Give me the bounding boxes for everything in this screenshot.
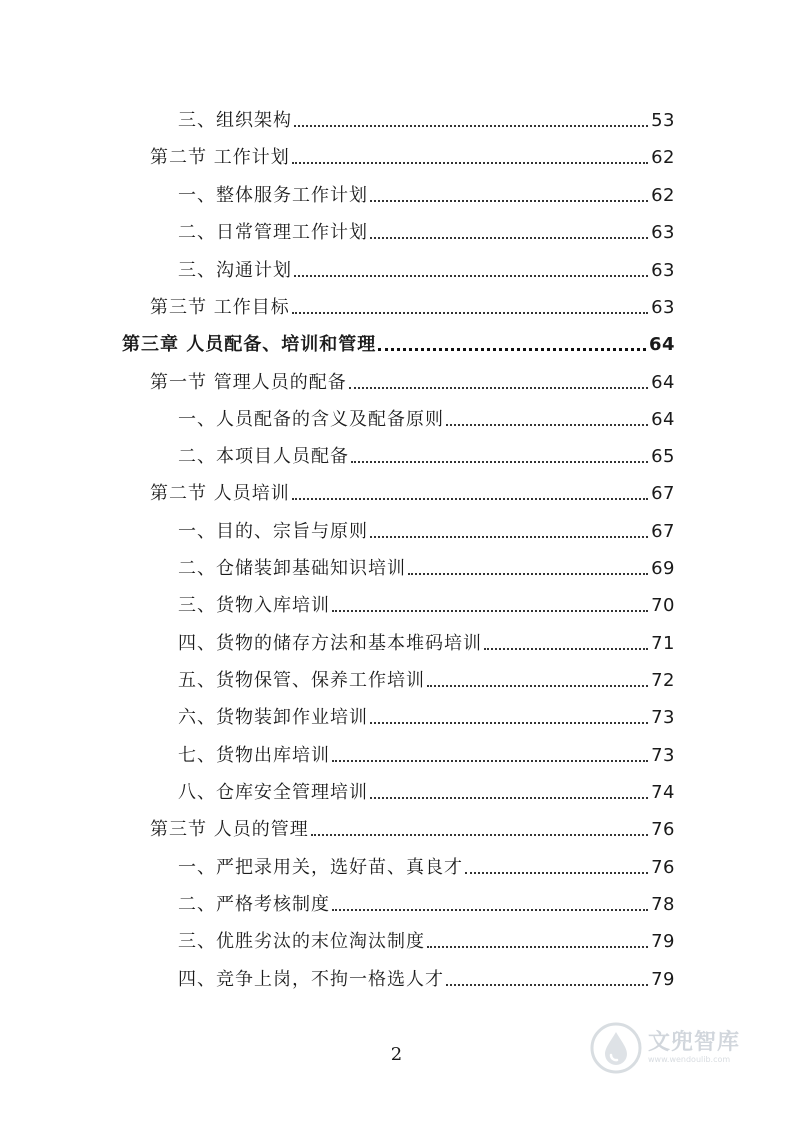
- toc-entry-page: 74: [651, 782, 675, 803]
- toc-leader-dots: [370, 237, 648, 239]
- toc-leader-dots: [370, 200, 648, 202]
- toc-leader-dots: [351, 461, 648, 463]
- toc-entry-title: 二、本项目人员配备: [178, 446, 349, 467]
- toc-entry-title: 三、货物入库培训: [178, 595, 330, 616]
- toc-entry-title: 第三节 工作目标: [150, 297, 290, 318]
- toc-entry-title: 一、整体服务工作计划: [178, 185, 368, 206]
- toc-leader-dots: [332, 909, 648, 911]
- toc-leader-dots: [349, 387, 648, 389]
- toc-chapter-entry[interactable]: [122, 330, 675, 356]
- toc-leader-dots: [294, 125, 648, 127]
- toc-entry-title: 六、货物装卸作业培训: [178, 707, 368, 728]
- toc-entry-page: 65: [651, 446, 675, 467]
- toc-entry-page: 62: [651, 185, 675, 206]
- toc-entry[interactable]: [150, 143, 675, 169]
- toc-entry-title: 第二节 人员培训: [150, 483, 290, 504]
- toc-entry-title: 八、仓库安全管理培训: [178, 782, 368, 803]
- toc-entry[interactable]: [178, 703, 675, 729]
- toc-entry-page: 79: [651, 969, 675, 990]
- toc-entry-page: 69: [651, 558, 675, 579]
- toc-entry[interactable]: [178, 517, 675, 543]
- toc-entry-page: 79: [651, 931, 675, 952]
- toc-entry-title: 七、货物出库培训: [178, 745, 330, 766]
- toc-entry-title: 二、仓储装卸基础知识培训: [178, 558, 406, 579]
- toc-entry-page: 73: [651, 707, 675, 728]
- toc-entry[interactable]: [178, 890, 675, 916]
- toc-entry-page: 71: [651, 633, 675, 654]
- toc-leader-dots: [292, 498, 648, 500]
- toc-entry-title: 一、目的、宗旨与原则: [178, 521, 368, 542]
- toc-entry[interactable]: [150, 368, 675, 394]
- droplet-logo-icon: [590, 1022, 642, 1074]
- toc-entry-title: 第三节 人员的管理: [150, 819, 309, 840]
- toc-leader-dots: [292, 162, 648, 164]
- toc-leader-dots: [311, 834, 648, 836]
- toc-entry-title: 四、竞争上岗，不拘一格选人才: [178, 969, 444, 990]
- toc-entry-title: 二、严格考核制度: [178, 894, 330, 915]
- toc-entry[interactable]: [178, 442, 675, 468]
- toc-entry-title: 一、严把录用关，选好苗、真良才: [178, 857, 463, 878]
- toc-leader-dots: [408, 573, 648, 575]
- toc-entry-page: 67: [651, 521, 675, 542]
- toc-leader-dots: [292, 312, 648, 314]
- toc-entry-page: 63: [651, 260, 675, 281]
- toc-entry[interactable]: [178, 927, 675, 953]
- toc-entry-page: 67: [651, 483, 675, 504]
- toc-leader-dots: [332, 610, 648, 612]
- toc-entry-page: 64: [651, 409, 675, 430]
- toc-leader-dots: [446, 424, 648, 426]
- toc-entry-title: 四、货物的储存方法和基本堆码培训: [178, 633, 482, 654]
- toc-entry-page: 78: [651, 894, 675, 915]
- toc-entry[interactable]: [178, 218, 675, 244]
- toc-entry[interactable]: [150, 479, 675, 505]
- toc-leader-dots: [446, 984, 648, 986]
- toc-leader-dots: [370, 536, 648, 538]
- toc-entry-title: 第三章 人员配备、培训和管理: [122, 334, 377, 355]
- toc-entry-page: 73: [651, 745, 675, 766]
- toc-entry[interactable]: [150, 293, 675, 319]
- toc-leader-dots: [465, 872, 648, 874]
- toc-entry-page: 63: [651, 297, 675, 318]
- toc-entry-page: 70: [651, 595, 675, 616]
- toc-entry[interactable]: [178, 853, 675, 879]
- toc-entry[interactable]: [178, 778, 675, 804]
- toc-entry[interactable]: [178, 965, 675, 991]
- toc-entry[interactable]: [178, 666, 675, 692]
- toc-leader-dots: [294, 275, 648, 277]
- toc-leader-dots: [370, 797, 648, 799]
- toc-entry-title: 一、人员配备的含义及配备原则: [178, 409, 444, 430]
- watermark: [590, 1018, 760, 1078]
- toc-entry-title: 三、沟通计划: [178, 260, 292, 281]
- toc-entry-title: 三、组织架构: [178, 110, 292, 131]
- toc-leader-dots: [370, 722, 648, 724]
- toc-entry[interactable]: [150, 815, 675, 841]
- toc-leader-dots: [427, 946, 648, 948]
- toc-leader-dots: [378, 348, 646, 351]
- toc-entry-page: 76: [651, 819, 675, 840]
- watermark-url: www.wendoulib.com: [648, 1055, 731, 1064]
- toc-entry[interactable]: [178, 591, 675, 617]
- toc-entry-title: 五、货物保管、保养工作培训: [178, 670, 425, 691]
- toc-entry[interactable]: [178, 106, 675, 132]
- toc-entry-page: 76: [651, 857, 675, 878]
- toc-leader-dots: [427, 685, 648, 687]
- toc-entry[interactable]: [178, 181, 675, 207]
- toc-leader-dots: [332, 760, 648, 762]
- toc-entry-title: 第一节 管理人员的配备: [150, 372, 347, 393]
- toc-entry[interactable]: [178, 256, 675, 282]
- watermark-name: 文兜智库: [648, 1030, 741, 1055]
- toc-entry-title: 三、优胜劣汰的末位淘汰制度: [178, 931, 425, 952]
- toc-entry-title: 二、日常管理工作计划: [178, 222, 368, 243]
- toc-entry-page: 64: [648, 334, 675, 355]
- toc-entry-page: 53: [651, 110, 675, 131]
- toc-entry-page: 62: [651, 147, 675, 168]
- toc-entry-page: 72: [651, 670, 675, 691]
- toc-entry[interactable]: [178, 405, 675, 431]
- toc-entry-page: 63: [651, 222, 675, 243]
- page-number: 2: [390, 1044, 403, 1065]
- toc-entry[interactable]: [178, 554, 675, 580]
- toc-entry[interactable]: [178, 629, 675, 655]
- toc-leader-dots: [484, 648, 648, 650]
- toc-entry-title: 第二节 工作计划: [150, 147, 290, 168]
- toc-entry[interactable]: [178, 741, 675, 767]
- toc-entry-page: 64: [651, 372, 675, 393]
